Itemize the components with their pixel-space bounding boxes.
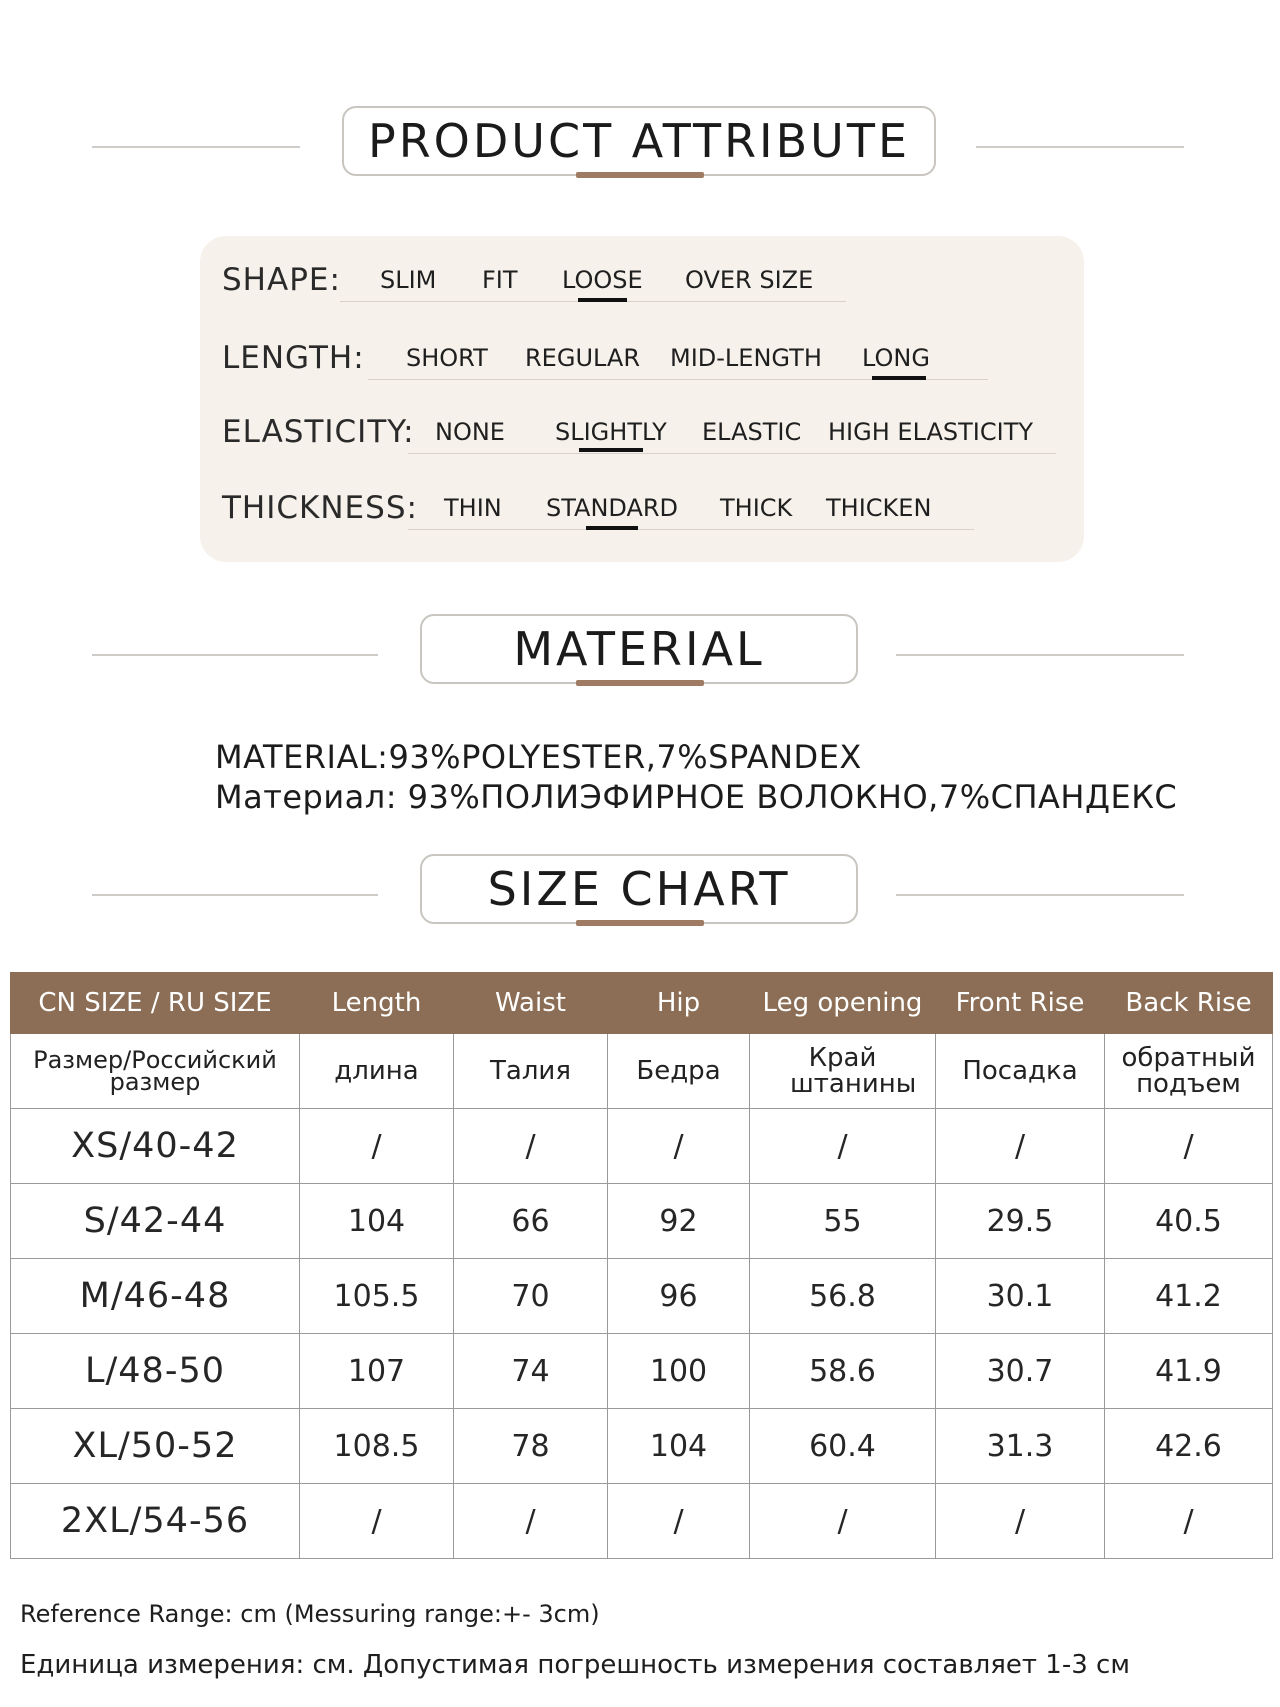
cell-hip: 96 (608, 1259, 750, 1334)
cell-hip: 104 (608, 1409, 750, 1484)
product-attribute-heading (0, 106, 1280, 186)
header-waist: Waist (454, 973, 608, 1034)
option-regular: REGULAR (525, 344, 641, 372)
option-slightly (555, 418, 667, 446)
selected-mark (578, 298, 627, 302)
material-english: MATERIAL:93%POLYESTER,7%SPANDEX (215, 738, 862, 776)
selected-mark (586, 526, 638, 530)
option-text: LONG (862, 344, 930, 372)
cell-waist: / (454, 1109, 608, 1184)
cell-front-rise: 31.3 (936, 1409, 1105, 1484)
header-front-rise: Front Rise (936, 973, 1105, 1034)
table-row (11, 1484, 1273, 1559)
cell-leg-opening: / (750, 1109, 936, 1184)
option-short: SHORT (406, 344, 488, 372)
option-thicken: THICKEN (826, 494, 932, 522)
cell-size: 2XL/54-56 (11, 1484, 300, 1559)
selected-mark (579, 448, 643, 452)
cell-waist: 78 (454, 1409, 608, 1484)
cell-leg-opening: 58.6 (750, 1334, 936, 1409)
cell-length: / (300, 1109, 454, 1184)
header-leg-opening-ru: Край штанины (750, 1034, 936, 1109)
cell-front-rise: / (936, 1484, 1105, 1559)
cell-length: 105.5 (300, 1259, 454, 1334)
cell-length: 104 (300, 1184, 454, 1259)
header-hip: Hip (608, 973, 750, 1034)
table-header-row (11, 973, 1273, 1034)
cell-back-rise: 40.5 (1105, 1184, 1273, 1259)
header-waist-ru: Талия (454, 1034, 608, 1109)
cell-size: XS/40-42 (11, 1109, 300, 1184)
header-length: Length (300, 973, 454, 1034)
table-row (11, 1334, 1273, 1409)
cell-front-rise: 30.1 (936, 1259, 1105, 1334)
header-back-rise: Back Rise (1105, 973, 1273, 1034)
attribute-row-thickness (222, 484, 1062, 534)
option-text: STANDARD (546, 494, 679, 522)
cell-length: 107 (300, 1334, 454, 1409)
cell-leg-opening: / (750, 1484, 936, 1559)
cell-waist: 66 (454, 1184, 608, 1259)
table-row (11, 1109, 1273, 1184)
material-russian: Материал: 93%ПОЛИЭФИРНОЕ ВОЛОКНО,7%СПАНДЕКС (215, 778, 1178, 816)
attribute-label: SHAPE: (222, 262, 341, 298)
heading-accent (576, 920, 704, 926)
option-long (862, 344, 930, 372)
cell-size: S/42-44 (11, 1184, 300, 1259)
cell-front-rise: 29.5 (936, 1184, 1105, 1259)
header-leg-opening: Leg opening (750, 973, 936, 1034)
cell-leg-opening: 55 (750, 1184, 936, 1259)
heading-text: PRODUCT ATTRIBUTE (367, 114, 911, 168)
option-over-size: OVER SIZE (685, 266, 814, 294)
cell-back-rise: 42.6 (1105, 1409, 1273, 1484)
heading-text: SIZE CHART (487, 862, 791, 916)
heading-pill (420, 854, 858, 924)
table-header-row-russian (11, 1034, 1273, 1109)
option-text: LOOSE (562, 266, 643, 294)
cell-size: L/48-50 (11, 1334, 300, 1409)
attribute-label: THICKNESS: (222, 490, 418, 526)
table-row (11, 1409, 1273, 1484)
header-length-ru: длина (300, 1034, 454, 1109)
cell-length: 108.5 (300, 1409, 454, 1484)
option-slim: SLIM (380, 266, 437, 294)
option-elastic: ELASTIC (702, 418, 802, 446)
divider-left (92, 654, 378, 656)
header-size-ru: Размер/Российский размер (11, 1034, 300, 1109)
heading-accent (576, 172, 704, 178)
option-loose (562, 266, 643, 294)
attribute-label: ELASTICITY: (222, 414, 415, 450)
table-row (11, 1184, 1273, 1259)
header-front-rise-ru: Посадка (936, 1034, 1105, 1109)
material-heading (0, 614, 1280, 694)
header-hip-ru: Бедра (608, 1034, 750, 1109)
cell-back-rise: / (1105, 1484, 1273, 1559)
table-row (11, 1259, 1273, 1334)
option-high-elasticity: HIGH ELASTICITY (828, 418, 1034, 446)
attribute-row-shape (222, 256, 1062, 306)
option-fit: FIT (482, 266, 518, 294)
option-text: SLIGHTLY (555, 418, 667, 446)
attribute-label: LENGTH: (222, 340, 365, 376)
divider-right (896, 894, 1184, 896)
header-size: CN SIZE / RU SIZE (11, 973, 300, 1034)
divider-left (92, 146, 300, 148)
option-mid-length: MID-LENGTH (670, 344, 822, 372)
heading-pill (342, 106, 936, 176)
selected-mark (872, 376, 926, 380)
cell-waist: 70 (454, 1259, 608, 1334)
cell-front-rise: 30.7 (936, 1334, 1105, 1409)
cell-back-rise: 41.2 (1105, 1259, 1273, 1334)
divider-right (976, 146, 1184, 148)
option-thin: THIN (444, 494, 502, 522)
cell-front-rise: / (936, 1109, 1105, 1184)
cell-hip: / (608, 1109, 750, 1184)
cell-back-rise: / (1105, 1109, 1273, 1184)
cell-hip: 92 (608, 1184, 750, 1259)
heading-text: MATERIAL (513, 622, 765, 676)
cell-waist: / (454, 1484, 608, 1559)
cell-size: XL/50-52 (11, 1409, 300, 1484)
cell-back-rise: 41.9 (1105, 1334, 1273, 1409)
reference-note-russian: Единица измерения: см. Допустимая погрешность измерения составляет 1-3 см (20, 1650, 1130, 1680)
divider-right (896, 654, 1184, 656)
divider-left (92, 894, 378, 896)
cell-leg-opening: 60.4 (750, 1409, 936, 1484)
attribute-underline (408, 529, 974, 530)
cell-size: M/46-48 (11, 1259, 300, 1334)
reference-note-english: Reference Range: cm (Messuring range:+- 3cm) (20, 1600, 600, 1628)
cell-hip: 100 (608, 1334, 750, 1409)
cell-leg-opening: 56.8 (750, 1259, 936, 1334)
cell-waist: 74 (454, 1334, 608, 1409)
size-table (10, 972, 1273, 1559)
cell-length: / (300, 1484, 454, 1559)
size-chart-heading (0, 854, 1280, 934)
cell-hip: / (608, 1484, 750, 1559)
attribute-panel (200, 236, 1084, 562)
header-back-rise-ru: обратный подъем (1105, 1034, 1273, 1109)
attribute-row-length (222, 334, 1062, 384)
heading-accent (576, 680, 704, 686)
attribute-underline (408, 453, 1056, 454)
option-standard (546, 494, 678, 522)
option-thick: THICK (720, 494, 793, 522)
heading-pill (420, 614, 858, 684)
attribute-row-elasticity (222, 408, 1082, 458)
option-none: NONE (435, 418, 505, 446)
